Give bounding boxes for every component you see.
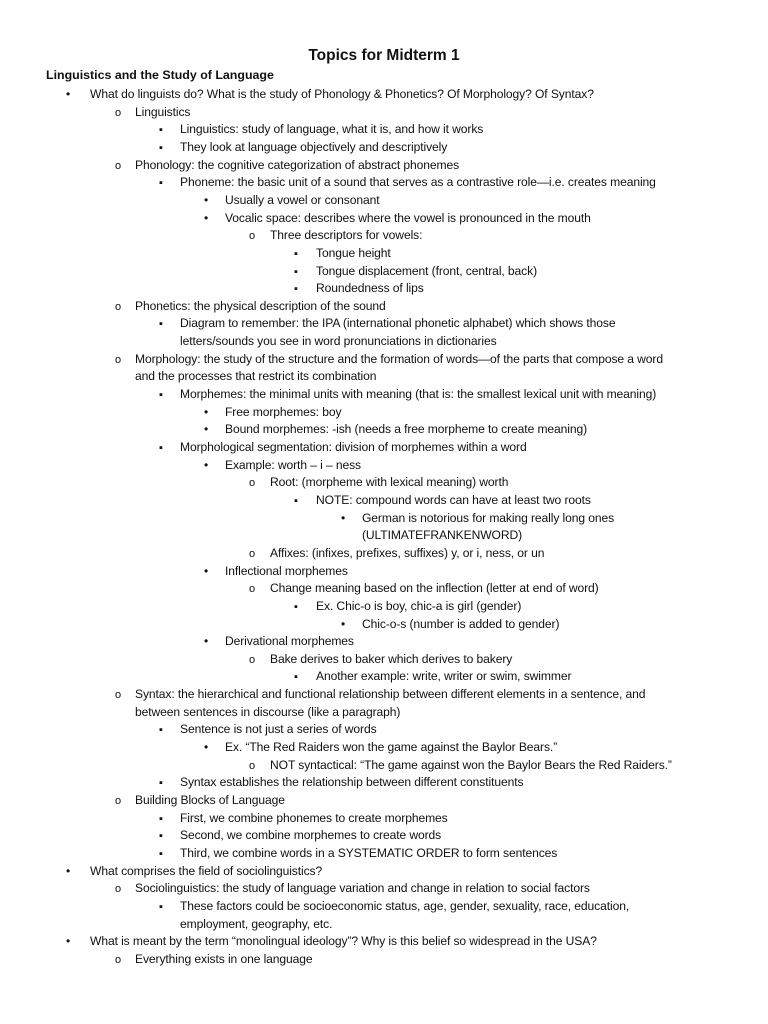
outline-line: Phonology: the cognitive categorization of abstract phonemes	[135, 157, 460, 172]
bullet-circle-icon	[249, 651, 255, 670]
bullet-dot-icon	[204, 633, 208, 651]
outline-line: Free morphemes: boy	[225, 404, 342, 419]
outline-line: letters/sounds you see in word pronunciations in dictionaries	[180, 334, 497, 349]
bullet-square-icon	[159, 386, 163, 405]
outline-line: Change meaning based on the inflection (letter at end of word)	[270, 581, 599, 596]
outline-line: Building Blocks of Language	[135, 793, 285, 807]
outline-line: NOT syntactical: “The game against won the Baylor Bears the Red Raiders.”	[270, 757, 672, 772]
outline-line: Second, we combine morphemes to create words	[180, 828, 442, 843]
bullet-square-icon	[294, 598, 298, 617]
outline-line: What is meant by the term “monolingual ideology”? Why is this belief so widespread in the USA?	[90, 934, 597, 949]
bullet-circle-icon	[115, 792, 121, 811]
bullet-dot-icon	[341, 616, 345, 634]
bullet-square-icon	[159, 139, 163, 158]
bullet-square-icon	[294, 668, 298, 687]
outline-line: between sentences in discourse (like a paragraph)	[135, 704, 401, 719]
bullet-square-icon	[294, 245, 298, 264]
outline-line: and the processes that restrict its combination	[135, 369, 377, 384]
bullet-circle-icon	[115, 298, 121, 317]
outline-line: Ex. Chic-o is boy, chic-a is girl (gender)	[316, 598, 522, 613]
bullet-square-icon	[159, 121, 163, 140]
outline-line: (ULTIMATEFRANKENWORD)	[362, 528, 523, 543]
bullet-dot-icon	[204, 421, 208, 439]
page-title: Topics for Midterm 1	[308, 47, 460, 64]
outline-line: Example: worth – i – ness	[225, 457, 361, 472]
outline-line: Affixes: (infixes, prefixes, suffixes) y, or i, ness, or un	[270, 545, 545, 560]
bullet-square-icon	[159, 439, 163, 458]
outline-line: Vocalic space: describes where the vowel is pronounced in the mouth	[225, 210, 591, 225]
bullet-dot-icon	[341, 510, 345, 528]
bullet-square-icon	[294, 263, 298, 282]
bullet-dot-icon	[204, 192, 208, 210]
outline-line: German is notorious for making really long ones	[362, 510, 615, 525]
outline-line: Three descriptors for vowels:	[270, 228, 423, 243]
section-heading: Linguistics and the Study of Language	[46, 68, 274, 82]
outline-line: Bound morphemes: -ish (needs a free morpheme to create meaning)	[225, 422, 588, 437]
bullet-square-icon	[159, 774, 163, 793]
outline-line: What do linguists do? What is the study of Phonology & Phonetics? Of Morphology? Of Syntax?	[90, 87, 594, 101]
outline-line: NOTE: compound words can have at least two roots	[316, 492, 591, 507]
bullet-circle-icon	[249, 227, 255, 246]
outline-line: Root: (morpheme with lexical meaning) worth	[270, 475, 509, 490]
outline-line: Diagram to remember: the IPA (international phonetic alphabet) which shows those	[180, 316, 616, 331]
outline-line: Linguistics: study of language, what it is, and how it works	[180, 122, 484, 137]
bullet-square-icon	[159, 898, 163, 917]
bullet-circle-icon	[115, 951, 121, 970]
outline-line: Third, we combine words in a SYSTEMATIC ORDER to form sentences	[180, 845, 558, 860]
outline-line: Morphological segmentation: division of morphemes within a word	[180, 440, 527, 454]
outline-line: Tongue displacement (front, central, back)	[316, 263, 537, 278]
bullet-square-icon	[159, 174, 163, 193]
bullet-circle-icon	[115, 104, 121, 123]
bullet-circle-icon	[249, 580, 255, 599]
bullet-square-icon	[294, 280, 298, 299]
bullet-square-icon	[159, 827, 163, 846]
bullet-square-icon	[159, 721, 163, 740]
outline-line: Chic-o-s (number is added to gender)	[362, 616, 560, 631]
outline-line: What comprises the field of sociolinguistics?	[90, 863, 323, 878]
outline-line: Sentence is not just a series of words	[180, 722, 377, 737]
outline-line: Another example: write, writer or swim, swimmer	[316, 669, 572, 684]
bullet-dot-icon	[204, 457, 208, 475]
bullet-dot-icon	[66, 86, 70, 104]
bullet-dot-icon	[204, 210, 208, 228]
outline-line: Phoneme: the basic unit of a sound that serves as a contrastive role—i.e. creates meaning	[180, 175, 656, 190]
outline-line: Ex. “The Red Raiders won the game against the Baylor Bears.”	[225, 740, 558, 755]
bullet-circle-icon	[249, 545, 255, 564]
outline-line: These factors could be socioeconomic status, age, gender, sexuality, race, education,	[180, 898, 630, 913]
outline-line: Bake derives to baker which derives to bakery	[270, 651, 513, 666]
outline-line: Usually a vowel or consonant	[225, 192, 380, 207]
bullet-dot-icon	[66, 863, 70, 881]
bullet-dot-icon	[204, 563, 208, 581]
outline-line: Tongue height	[316, 245, 391, 260]
bullet-square-icon	[294, 492, 298, 511]
bullet-circle-icon	[115, 351, 121, 370]
bullet-circle-icon	[115, 686, 121, 705]
outline-line: employment, geography, etc.	[180, 916, 333, 931]
outline-line: Sociolinguistics: the study of language variation and change in relation to social factors	[135, 881, 590, 896]
bullet-square-icon	[159, 315, 163, 334]
bullet-dot-icon	[66, 933, 70, 951]
bullet-circle-icon	[115, 880, 121, 899]
outline-line: Derivational morphemes	[225, 634, 354, 649]
outline-line: Roundedness of lips	[316, 281, 424, 296]
bullet-circle-icon	[249, 757, 255, 776]
bullet-circle-icon	[249, 474, 255, 493]
bullet-square-icon	[159, 810, 163, 829]
outline-line: Morphology: the study of the structure and the formation of words—of the parts that compose a word	[135, 351, 663, 366]
outline-line: Syntax: the hierarchical and functional relationship between different elements in a sentence, and	[135, 687, 646, 702]
outline-line: Syntax establishes the relationship between different constituents	[180, 775, 524, 790]
outline-line: Everything exists in one language	[135, 951, 313, 966]
outline-line: They look at language objectively and descriptively	[180, 139, 448, 154]
bullet-dot-icon	[204, 739, 208, 757]
outline-line: Phonetics: the physical description of the sound	[135, 298, 386, 313]
bullet-circle-icon	[115, 157, 121, 176]
outline-line: First, we combine phonemes to create morphemes	[180, 810, 448, 825]
outline-line: Inflectional morphemes	[225, 563, 348, 578]
outline-line: Linguistics	[135, 104, 191, 119]
bullet-dot-icon	[204, 404, 208, 422]
bullet-square-icon	[159, 845, 163, 864]
outline-line: Morphemes: the minimal units with meaning (that is: the smallest lexical unit with meaning)	[180, 387, 657, 402]
